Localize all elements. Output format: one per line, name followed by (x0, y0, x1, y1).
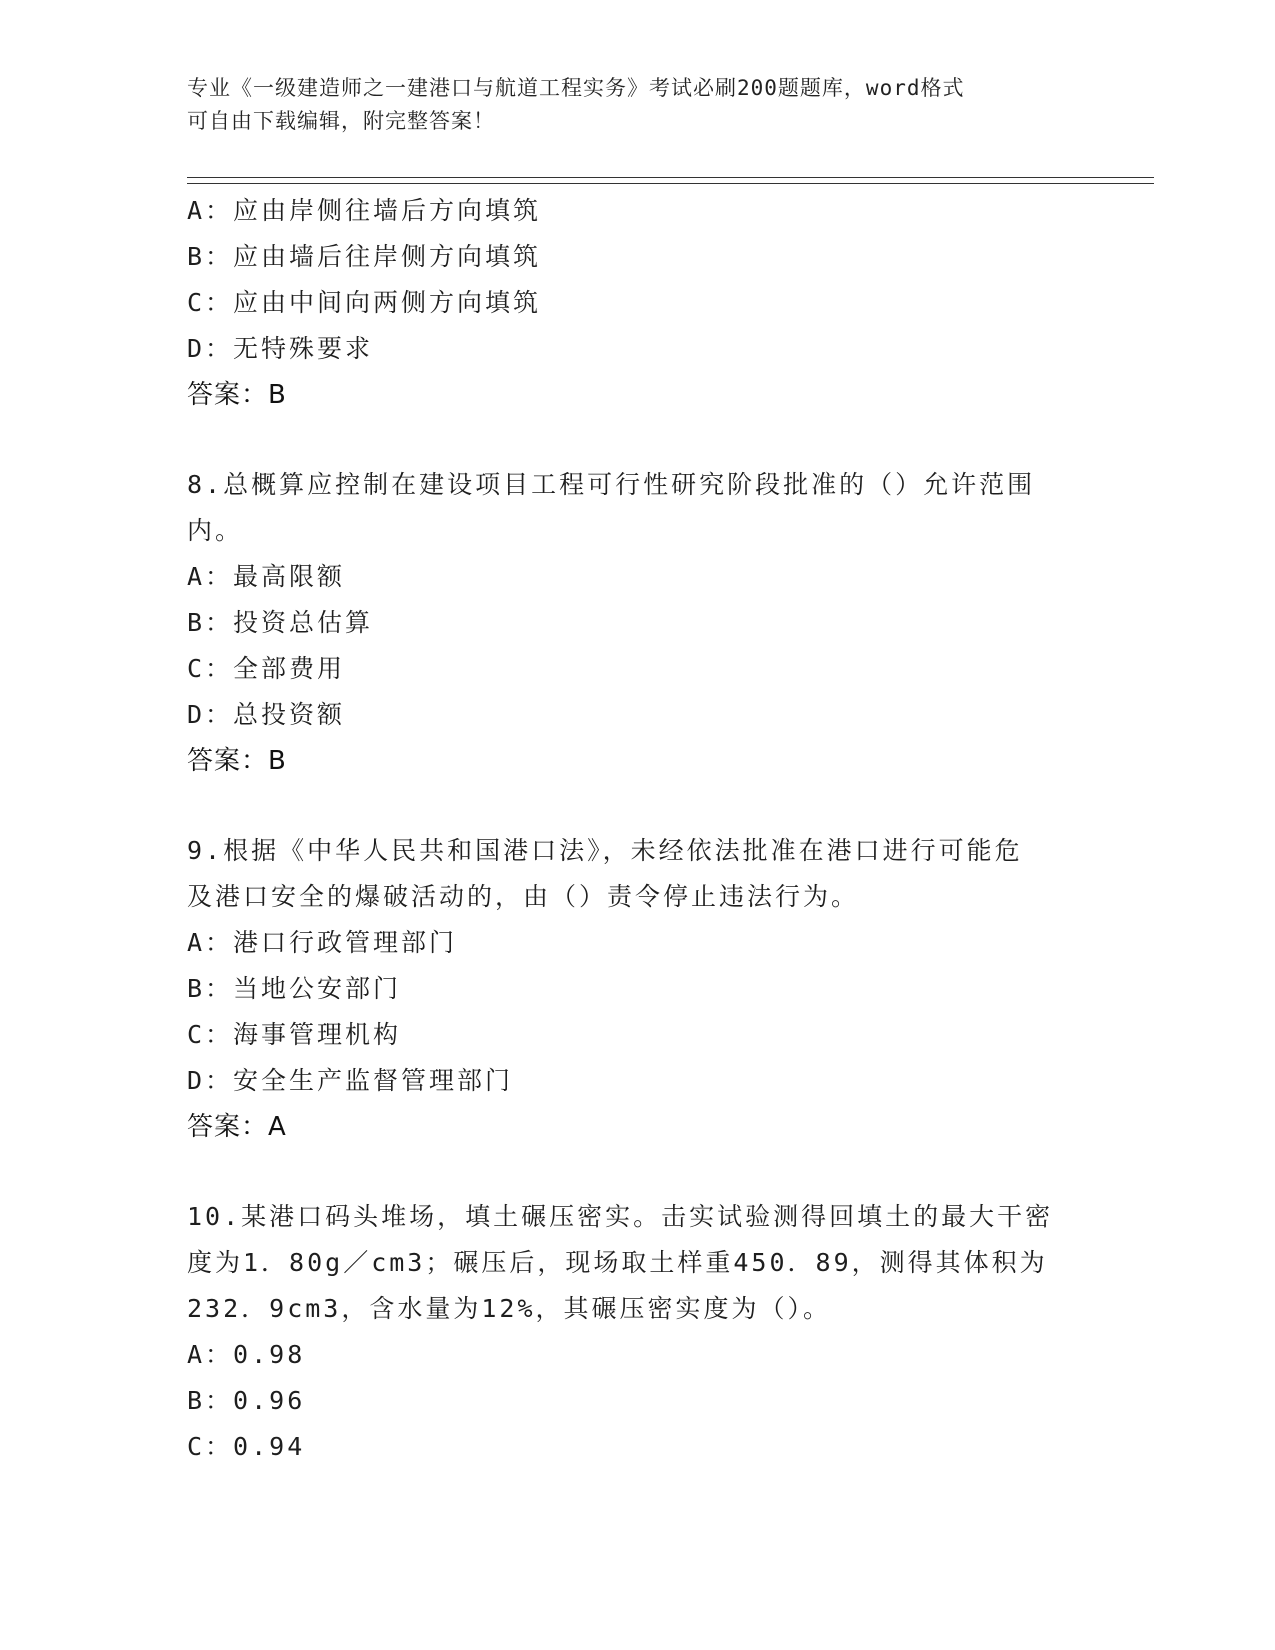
question-stem-line: 9.根据《中华人民共和国港口法》，未经依法批准在港口进行可能危 (187, 836, 1023, 865)
option-b: B：应由墙后往岸侧方向填筑 (187, 242, 542, 271)
question-spacer (187, 784, 1087, 828)
option-d: D：安全生产监督管理部门 (187, 1066, 514, 1095)
option-d: D：无特殊要求 (187, 334, 374, 363)
option-a: A：0.98 (187, 1340, 306, 1369)
option-d: D：总投资额 (187, 700, 346, 729)
question-stem-line: 及港口安全的爆破活动的，由（）责令停止违法行为。 (187, 882, 860, 911)
answer-line: 答案：B (187, 380, 287, 410)
question-stem-line: 10.某港口码头堆场，填土碾压密实。击实试验测得回填土的最大干密 (187, 1202, 1054, 1231)
option-a: A：应由岸侧往墙后方向填筑 (187, 196, 542, 225)
question-10 (187, 1194, 1087, 1470)
option-c: C：0.94 (187, 1432, 306, 1461)
question-stem-line: 度为1．80g／cm3；碾压后，现场取土样重450．89，测得其体积为 (187, 1248, 1048, 1277)
question-stem-line: 232．9cm3，含水量为12%，其碾压密实度为（）。 (187, 1294, 832, 1323)
question-stem-line: 8.总概算应控制在建设项目工程可行性研究阶段批准的（）允许范围 (187, 470, 1036, 499)
option-c: C：全部费用 (187, 654, 346, 683)
question-spacer (187, 418, 1087, 462)
question-9 (187, 828, 1087, 1150)
answer-line: 答案：B (187, 746, 287, 776)
question-spacer (187, 1150, 1087, 1194)
option-a: A：最高限额 (187, 562, 346, 591)
header-line-2: 可自由下载编辑，附完整答案！ (187, 109, 495, 133)
question-stem-line: 内。 (187, 516, 244, 545)
option-a: A：港口行政管理部门 (187, 928, 458, 957)
option-b: B：投资总估算 (187, 608, 374, 637)
header-line-1: 专业《一级建造师之一建港口与航道工程实务》考试必刷200题题库，word格式 (187, 76, 965, 100)
question-list (187, 188, 1087, 1470)
option-b: B：当地公安部门 (187, 974, 402, 1003)
option-c: C：海事管理机构 (187, 1020, 402, 1049)
question-7 (187, 188, 1087, 418)
question-8 (187, 462, 1087, 784)
answer-line: 答案：A (187, 1112, 287, 1142)
option-b: B：0.96 (187, 1386, 306, 1415)
header-divider-bottom (187, 183, 1154, 184)
header-divider-top (187, 177, 1154, 178)
option-c: C：应由中间向两侧方向填筑 (187, 288, 542, 317)
document-header (187, 72, 1067, 138)
